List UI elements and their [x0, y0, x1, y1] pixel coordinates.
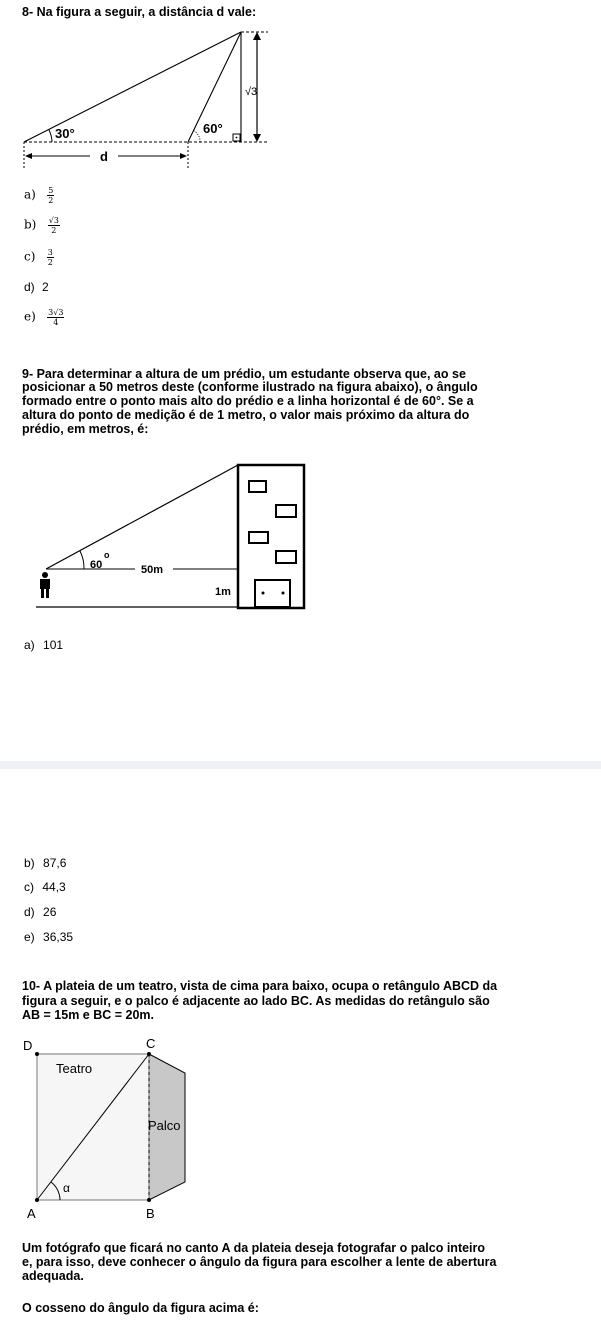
vertex-b: B — [146, 1206, 155, 1221]
q8-angle-right: 60° — [203, 121, 223, 136]
q8-distance-label: d — [100, 149, 108, 164]
q8-option-c[interactable]: c) $\frac{3}{2}$ — [24, 248, 53, 267]
q9-distance: 50m — [141, 564, 164, 576]
q8-title: 8- Na figura a seguir, a distância d vale: — [22, 5, 257, 19]
q9-angle: 60 — [90, 559, 103, 571]
q10-text-line: figura a seguir, e o palco é adjacente ao lado BC. As medidas do retângulo são — [22, 994, 490, 1008]
vertex-c: C — [146, 1036, 156, 1051]
q9-text-line: posicionar a 50 metros deste (conforme ilustrado na figura abaixo), o ângulo — [22, 380, 478, 394]
vertex-d: D — [23, 1038, 33, 1053]
vertex-a: A — [27, 1206, 36, 1221]
q9-angle-sup: o — [104, 550, 110, 560]
stage-label: Palco — [148, 1118, 181, 1133]
q10-paragraph-line: adequada. — [22, 1269, 84, 1283]
q9-option-e[interactable]: e) 36,35 — [24, 930, 74, 944]
q9-text-line: 9- Para determinar a altura de um prédio, um estudante observa que, ao se — [22, 367, 466, 381]
q9-figure — [0, 455, 601, 625]
q10-text-line: AB = 15m e BC = 20m. — [22, 1008, 155, 1022]
q9-text-line: altura do ponto de medição é de 1 metro, o valor mais próximo da altura do — [22, 408, 470, 422]
q10-question: O cosseno do ângulo da figura acima é: — [22, 1301, 259, 1315]
q9-option-d[interactable]: d) 26 — [24, 905, 57, 919]
q8-option-b[interactable]: b) $\frac{√3}{2}$ — [24, 216, 59, 235]
q8-figure — [0, 0, 601, 180]
q8-option-e[interactable]: e) $\frac{3√3}{4}$ — [24, 308, 64, 327]
q10-paragraph-line: Um fotógrafo que ficará no canto A da plateia deseja fotografar o palco inteiro — [22, 1241, 486, 1255]
q8-option-d[interactable]: d) 2 — [24, 280, 49, 294]
page-divider — [0, 761, 601, 769]
q8-option-a[interactable]: a) $\frac{5}{2}$ — [24, 186, 54, 205]
theater-label: Teatro — [56, 1061, 93, 1076]
q8-angle-left: 30° — [55, 126, 75, 141]
q8-height-label: √3 — [245, 86, 258, 98]
q9-text-line: formado entre o ponto mais alto do prédio e a linha horizontal é de 60°. Se a — [22, 394, 474, 408]
q9-option-b[interactable]: b) 87,6 — [24, 856, 67, 870]
q10-text-line: 10- A plateia de um teatro, vista de cima para baixo, ocupa o retângulo ABCD da — [22, 979, 498, 993]
q9-height: 1m — [215, 586, 231, 598]
q10-figure — [0, 1030, 601, 1225]
q10-paragraph-line: e, para isso, deve conhecer o ângulo da figura para escolher a lente de abertura — [22, 1255, 497, 1269]
q9-option-c[interactable]: c) 44,3 — [24, 880, 66, 894]
person-icon — [42, 572, 48, 578]
alpha-label: α — [63, 1181, 70, 1195]
q9-option-a[interactable]: a) 101 — [24, 638, 64, 652]
q9-text-line: prédio, em metros, é: — [22, 422, 149, 436]
